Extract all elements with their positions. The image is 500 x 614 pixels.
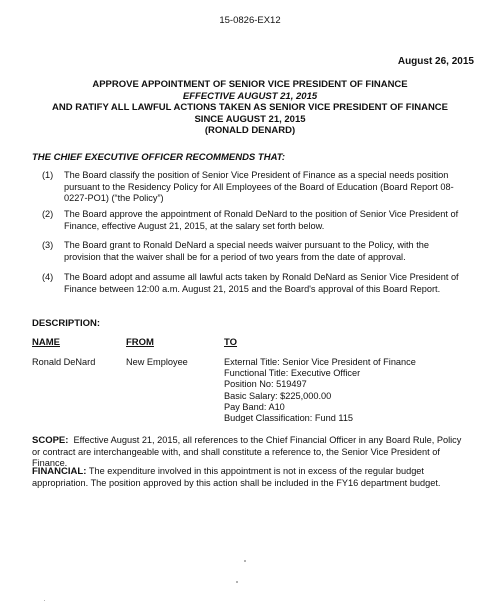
column-header-to: TO (224, 337, 238, 348)
from-status: New Employee (126, 357, 188, 367)
recommendation-heading: THE CHIEF EXECUTIVE OFFICER RECOMMENDS THAT: (32, 152, 285, 163)
item-number: (3) (42, 240, 54, 250)
scan-speck (244, 560, 246, 562)
recommendation-item (42, 209, 462, 232)
position-number: Position No: 519497 (224, 379, 307, 390)
employee-name: Ronald DeNard (32, 357, 96, 367)
external-title: External Title: Senior Vice President of Finance (224, 357, 416, 367)
pay-band: Pay Band: A10 (224, 401, 285, 412)
item-text: The Board approve the appointment of Ronald DeNard to the position of Senior Vice President of Finance, effective August 21, 2015, at the salary set forth below. (64, 209, 459, 231)
functional-title: Functional Title: Executive Officer (224, 368, 361, 379)
item-text: The Board adopt and assume all lawful acts taken by Ronald DeNard as Senior Vice President of Finance between 12:00 a.m. August 21, 2015 and the Board's approval of this Board Report. (64, 272, 459, 294)
title-line-5: (RONALD DENARD) (204, 125, 296, 136)
recommendation-item (42, 170, 462, 205)
scan-speck (236, 581, 238, 583)
title-line-3: AND RATIFY ALL LAWFUL ACTIONS TAKEN AS SENIOR VICE PRESIDENT OF FINANCE (51, 102, 449, 113)
recommendation-item (42, 240, 462, 263)
report-title (0, 79, 500, 137)
financial-text: The expenditure involved in this appointment is not in excess of the regular budget appropriation. The position approved by this action shall be included in the FY16 department budget. (32, 466, 441, 488)
scope-label: SCOPE: (32, 435, 69, 446)
scan-speck (44, 600, 45, 601)
basic-salary: Basic Salary: $225,000.00 (224, 390, 332, 401)
title-line-1: APPROVE APPOINTMENT OF SENIOR VICE PRESIDENT OF FINANCE (92, 79, 408, 90)
item-number: (1) (42, 170, 54, 180)
financial-paragraph (32, 466, 468, 489)
column-header-name: NAME (32, 337, 60, 348)
financial-label: FINANCIAL: (32, 466, 87, 477)
item-text: The Board classify the position of Senior Vice President of Finance as a special needs position pursuant to the Residency Policy for All Employees of the Board of Education (Board Report 08-0227-PO1) (“the Policy”) (64, 170, 454, 203)
item-number: (2) (42, 209, 54, 219)
recommendation-item (42, 272, 462, 295)
column-header-from: FROM (126, 337, 154, 348)
budget-classification: Budget Classification: Fund 115 (224, 413, 354, 424)
item-text: The Board grant to Ronald DeNard a special needs waiver pursuant to the Policy, with the provision that the waiver shall be for a period of two years from the date of approval. (64, 240, 429, 262)
description-heading: DESCRIPTION: (32, 318, 101, 329)
title-line-4: SINCE AUGUST 21, 2015 (194, 113, 306, 125)
document-number: 15-0826-EX12 (219, 15, 281, 26)
scope-paragraph (32, 435, 468, 470)
item-number: (4) (42, 272, 54, 282)
scope-text: Effective August 21, 2015, all references to the Chief Financial Officer in any Board Rule, Policy or contract are interchangeable with, and shall constitute a reference to, the Senior Vice President of Finance. (32, 435, 462, 468)
to-details (224, 357, 416, 424)
title-line-2: EFFECTIVE AUGUST 21, 2015 (182, 90, 318, 102)
report-date: August 26, 2015 (397, 56, 474, 67)
